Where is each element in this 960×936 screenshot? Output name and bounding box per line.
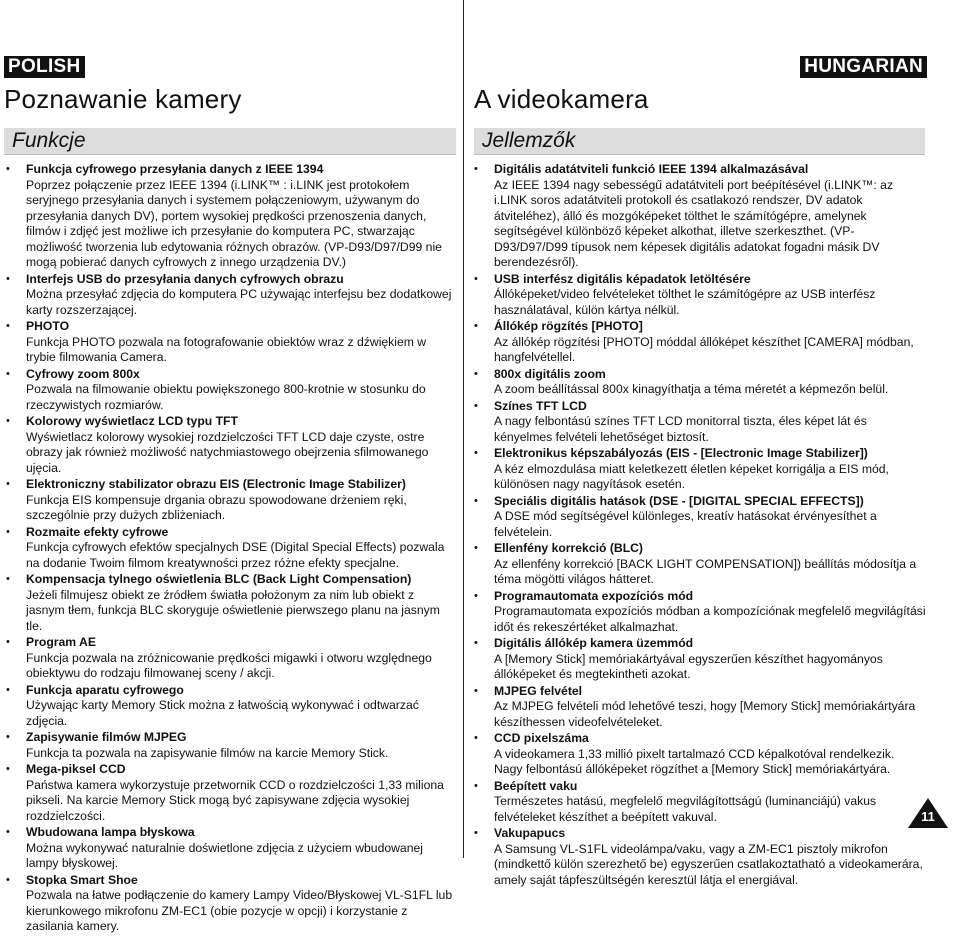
feature-description: A Samsung VL-S1FL videolámpa/vaku, vagy a ZM-EC1 pisztoly mikrofon (mindkettő külön szerezhető be) egyszerűen csatlakoztatható a videokamerára, amely saját tápfeszültségén keresztül látja el energiával. bbox=[494, 841, 923, 887]
bullet-icon: • bbox=[6, 272, 10, 285]
feature-description: Można przesyłać zdjęcia do komputera PC używając interfejsu bez dodatkowej karty rozszerzającej. bbox=[26, 287, 452, 317]
feature-title: Speciális digitális hatások (DSE - [DIGITAL SPECIAL EFFECTS]) bbox=[494, 493, 864, 508]
feature-title: USB interfész digitális képadatok letöltésére bbox=[494, 271, 751, 286]
feature-item bbox=[474, 367, 926, 398]
feature-item bbox=[474, 399, 926, 446]
feature-title: Kolorowy wyświetlacz LCD typu TFT bbox=[26, 414, 238, 428]
feature-description: Pozwala na łatwe podłączenie do kamery Lampy Video/Błyskowej VL-S1FL lub kierunkowego mikrofonu ZM-EC1 (obie pozycje w opcji) i korzystanie z zasilania kamery. bbox=[26, 888, 453, 933]
bullet-icon: • bbox=[474, 447, 478, 459]
bullet-icon: • bbox=[6, 163, 10, 175]
feature-title: Elektroniczny stabilizator obrazu EIS (Electronic Image Stabilizer) bbox=[26, 477, 406, 491]
feature-description: A [Memory Stick] memóriakártyával egyszerűen készíthet hagyományos állóképeket és megtekintheti azokat. bbox=[494, 651, 883, 681]
bullet-icon: • bbox=[6, 525, 10, 538]
page-number: 11 bbox=[921, 809, 935, 824]
feature-title: Funkcja cyfrowego przesyłania danych z IEEE 1394 bbox=[26, 162, 324, 176]
feature-title: Elektronikus képszabályozás (EIS - [Electronic Image Stabilizer]) bbox=[494, 446, 868, 460]
feature-description: A videokamera 1,33 millió pixelt tartalmazó CCD képalkotóval rendelkezik. Nagy felbontású állóképeket rögzíthet a [Memory Stick] memóriakártyára. bbox=[494, 746, 895, 776]
feature-item bbox=[6, 319, 456, 366]
page-title-polish: Poznawanie kamery bbox=[4, 84, 242, 114]
feature-title: MJPEG felvétel bbox=[494, 683, 583, 698]
feature-item bbox=[474, 272, 926, 319]
feature-item bbox=[474, 162, 926, 271]
feature-item bbox=[6, 272, 456, 319]
language-badge-polish: POLISH bbox=[4, 56, 85, 78]
feature-item bbox=[474, 826, 926, 888]
feature-title: Digitális adatátviteli funkció IEEE 1394 alkalmazásával bbox=[494, 162, 809, 176]
feature-list-hungarian bbox=[474, 162, 926, 889]
section-header-polish bbox=[4, 128, 456, 155]
feature-item bbox=[474, 731, 926, 778]
feature-item bbox=[6, 683, 456, 730]
feature-title: CCD pixelszáma bbox=[494, 731, 589, 745]
feature-description: Funkcja pozwala na zróżnicowanie prędkości migawki i otworu względnego obiektywu do rodzaju filmowanej sceny / akcji. bbox=[26, 650, 432, 680]
feature-description: Poprzez połączenie przez IEEE 1394 (i.LINK™ : i.LINK jest protokołem seryjnego przesyłania danych i systemem połączeniowym, używanym do przesyłania danych DV), portem wysokiej prędkości przenoszenia danych, filmów i zdjęć jest możliwe ich przesyłanie do komputera PC, stwarzając możliwość tworzenia lub edytowania różnych obrazów. (VP-D93/D97/D99 nie mogą pobierać danych cyfrowych z innego urządzenia DV.) bbox=[26, 177, 442, 269]
feature-title: Cyfrowy zoom 800x bbox=[26, 366, 140, 381]
feature-item bbox=[474, 494, 926, 541]
feature-item bbox=[6, 477, 456, 524]
feature-item bbox=[474, 446, 926, 493]
feature-description: A DSE mód segítségével különleges, kreatív hatásokat érvényesíthet a felvételein. bbox=[494, 509, 877, 539]
feature-title: Ellenfény korrekció (BLC) bbox=[494, 541, 643, 555]
bullet-icon: • bbox=[6, 683, 10, 696]
bullet-icon: • bbox=[6, 731, 10, 743]
feature-title: Kompensacja tylnego oświetlenia BLC (Back Light Compensation) bbox=[26, 572, 412, 586]
column-divider bbox=[463, 0, 464, 858]
feature-item bbox=[474, 779, 926, 826]
bullet-icon: • bbox=[6, 478, 10, 490]
feature-item bbox=[6, 572, 456, 634]
feature-item bbox=[474, 636, 926, 683]
bullet-icon: • bbox=[6, 573, 10, 585]
bullet-icon: • bbox=[474, 494, 478, 507]
feature-title: Állókép rögzítés [PHOTO] bbox=[494, 319, 643, 333]
bullet-icon: • bbox=[474, 827, 478, 839]
feature-title: Wbudowana lampa błyskowa bbox=[26, 825, 195, 839]
feature-title: 800x digitális zoom bbox=[494, 366, 606, 381]
feature-title: Mega-piksel CCD bbox=[26, 762, 126, 776]
bullet-icon: • bbox=[6, 763, 10, 775]
feature-description: Állóképeket/video felvételeket tölthet le számítógépre az USB interfész használatával, külön kártya nélkül. bbox=[494, 287, 876, 317]
feature-item bbox=[6, 762, 456, 824]
bullet-icon: • bbox=[474, 163, 478, 175]
feature-description: Funkcja PHOTO pozwala na fotografowanie obiektów wraz z dźwiękiem w trybie filmowania Camera. bbox=[26, 334, 427, 364]
bullet-icon: • bbox=[474, 320, 478, 332]
feature-item bbox=[474, 541, 926, 588]
feature-description: Programautomata expozíciós módban a kompozíciónak megfelelő megvilágítási időt és rekeszértéket alkalmazhat. bbox=[494, 604, 926, 634]
language-badge-hungarian: HUNGARIAN bbox=[800, 56, 927, 78]
feature-list-polish bbox=[6, 162, 456, 936]
feature-description: Państwa kamera wykorzystuje przetwornik CCD o rozdzielczości 1,33 miliona pikseli. Na karcie Memory Stick mogą być zapisywane zdjęcia wysokiej rozdzielczości. bbox=[26, 777, 444, 823]
feature-description: Wyświetlacz kolorowy wysokiej rozdzielczości TFT LCD daje czyste, ostre obrazy jak również możliwość natychmiastowego obejrzenia sfilmowanego ujęcia. bbox=[26, 429, 429, 475]
feature-title: Rozmaite efekty cyfrowe bbox=[26, 524, 169, 539]
feature-description: Az állókép rögzítési [PHOTO] móddal állóképet készíthet [CAMERA] módban, hangfelvétellel. bbox=[494, 334, 914, 364]
feature-item bbox=[474, 684, 926, 731]
feature-description: Można wykonywać naturalnie doświetlone zdjęcia z użyciem wbudowanej lampy błyskowej. bbox=[26, 840, 423, 870]
feature-title: Program AE bbox=[26, 635, 96, 649]
feature-description: Funkcja ta pozwala na zapisywanie filmów na karcie Memory Stick. bbox=[26, 745, 389, 760]
feature-description: A zoom beállítással 800x kinagyíthatja a téma méretét a képmezőn belül. bbox=[494, 382, 889, 396]
feature-description: Używając karty Memory Stick można z łatwością wykonywać i odtwarzać zdjęcia. bbox=[26, 698, 419, 728]
feature-item bbox=[474, 589, 926, 636]
section-title: Funkcje bbox=[12, 129, 86, 152]
feature-item bbox=[6, 414, 456, 476]
page-title-hungarian: A videokamera bbox=[474, 84, 649, 114]
bullet-icon: • bbox=[6, 320, 10, 332]
feature-description: Jeżeli filmujesz obiekt ze źródłem światła położonym za nim lub obiekt z jasnym tłem, funkcja BLC skoryguje oświetlenie pierwszego planu na jasnym tle. bbox=[26, 587, 440, 633]
feature-title: Funkcja aparatu cyfrowego bbox=[26, 682, 184, 697]
feature-title: Stopka Smart Shoe bbox=[26, 872, 138, 887]
bullet-icon: • bbox=[474, 589, 478, 602]
feature-item bbox=[6, 825, 456, 872]
bullet-icon: • bbox=[6, 367, 10, 380]
feature-description: Az MJPEG felvételi mód lehetővé teszi, hogy [Memory Stick] memóriakártyára készíthessen videofelvételeket. bbox=[494, 699, 916, 729]
feature-item bbox=[6, 367, 456, 414]
feature-description: Az IEEE 1394 nagy sebességű adatátviteli port beépítésével (i.LINK™: az i.LINK soros adatátviteli protokoll és csatlakozó rendszer, DV adatok átviteléhez), álló és mozgóképeket tölthet le számítógépre, amelynek segítségével különböző képeket alkothat, illetve szerkeszthet. (VP-D93/D97/D99 típusok nem képesek digitális adatokat fogadni másik DV berendezésről). bbox=[494, 177, 894, 269]
bullet-icon: • bbox=[474, 367, 478, 380]
bullet-icon: • bbox=[6, 826, 10, 838]
feature-item bbox=[6, 525, 456, 572]
bullet-icon: • bbox=[6, 636, 10, 648]
feature-title: PHOTO bbox=[26, 319, 70, 333]
feature-title: Vakupapucs bbox=[494, 826, 566, 840]
page-number-badge bbox=[908, 798, 948, 828]
section-header-hungarian bbox=[474, 128, 925, 155]
bullet-icon: • bbox=[474, 637, 478, 649]
feature-item bbox=[6, 730, 456, 761]
feature-item bbox=[6, 873, 456, 935]
bullet-icon: • bbox=[474, 542, 478, 554]
feature-title: Programautomata expozíciós mód bbox=[494, 588, 694, 603]
feature-title: Beépített vaku bbox=[494, 778, 578, 793]
bullet-icon: • bbox=[474, 732, 478, 744]
bullet-icon: • bbox=[6, 873, 10, 886]
feature-item bbox=[6, 635, 456, 682]
feature-title: Zapisywanie filmów MJPEG bbox=[26, 730, 187, 744]
feature-description: A kéz elmozdulása miatt keletkezett életlen képeket korrigálja a EIS mód, különösen nagy nagyítások esetén. bbox=[494, 461, 889, 491]
bullet-icon: • bbox=[474, 779, 478, 792]
bullet-icon: • bbox=[474, 399, 478, 412]
feature-description: Funkcja cyfrowych efektów specjalnych DSE (Digital Special Effects) pozwala na dodanie Twoim filmom kreatywności przez różne efekty specjalne. bbox=[26, 540, 445, 570]
feature-description: Funkcja EIS kompensuje drgania obrazu spowodowane drżeniem ręki, szczególnie przy dużych zbliżeniach. bbox=[26, 492, 407, 522]
feature-description: Az ellenfény korrekció [BACK LIGHT COMPENSATION]) beállítás módosítja a téma mögötti világos hátteret. bbox=[494, 556, 917, 586]
feature-title: Digitális állókép kamera üzemmód bbox=[494, 636, 694, 650]
feature-description: Természetes hatású, megfelelő megvilágítottságú (luminanciájú) vakus felvételeket készíthet a beépített vakuval. bbox=[494, 794, 877, 824]
feature-description: A nagy felbontású színes TFT LCD monitorral tiszta, éles képet lát és kényelmes felvételi lehetőséget biztosít. bbox=[494, 414, 867, 444]
feature-title: Interfejs USB do przesyłania danych cyfrowych obrazu bbox=[26, 271, 344, 286]
section-title: Jellemzők bbox=[482, 129, 576, 152]
feature-item bbox=[474, 319, 926, 366]
feature-title: Színes TFT LCD bbox=[494, 398, 587, 413]
bullet-icon: • bbox=[474, 272, 478, 285]
feature-item bbox=[6, 162, 456, 271]
bullet-icon: • bbox=[6, 415, 10, 427]
bullet-icon: • bbox=[474, 684, 478, 697]
feature-description: Pozwala na filmowanie obiektu powiększonego 800-krotnie w stosunku do rzeczywistych rozmiarów. bbox=[26, 382, 426, 412]
